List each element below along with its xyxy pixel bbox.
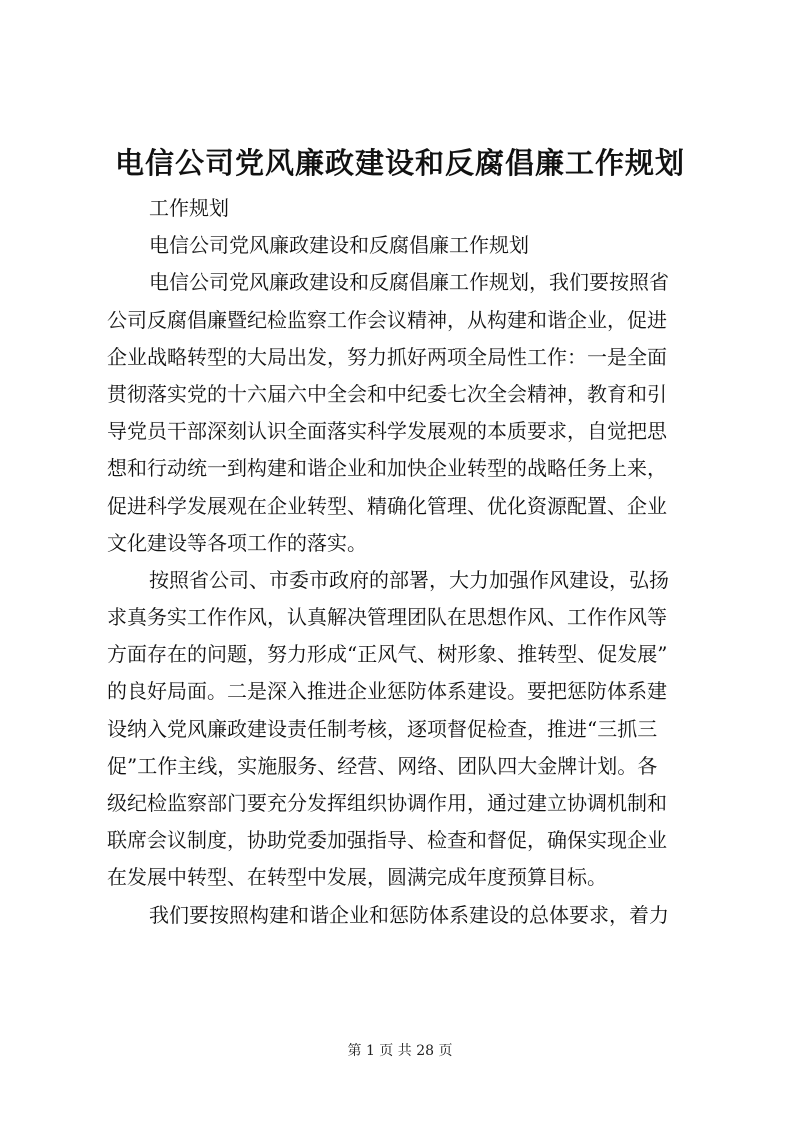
document-body: [107, 190, 707, 934]
text-line: 在发展中转型、在转型中发展，圆满完成年度预算目标。: [107, 865, 607, 890]
text-line: 导党员干部深刻认识全面落实科学发展观的本质要求，自觉把思: [107, 419, 667, 444]
text-line: 文化建设等各项工作的落实。: [107, 530, 367, 555]
text-line: 设纳入党风廉政建设责任制考核，逐项督促检查，推进“三抓三: [107, 716, 658, 741]
text-line: 公司反腐倡廉暨纪检监察工作会议精神，从构建和谐企业，促进: [107, 307, 667, 332]
text-line: 贯彻落实党的十六届六中全会和中纪委七次全会精神，教育和引: [107, 381, 667, 406]
page-number-footer: 第 1 页 共 28 页: [347, 1043, 453, 1059]
text-line: 求真务实工作作风，认真解决管理团队在思想作风、工作作风等: [107, 605, 667, 630]
text-line: 我们要按照构建和谐企业和惩防体系建设的总体要求，着力: [149, 902, 669, 927]
text-line: 的良好局面。二是深入推进企业惩防体系建设。要把惩防体系建: [107, 679, 667, 704]
text-line: 促进科学发展观在企业转型、精确化管理、优化资源配置、企业: [107, 493, 667, 518]
text-line: 联席会议制度，协助党委加强指导、检查和督促，确保实现企业: [107, 828, 667, 853]
document-title: 电信公司党风廉政建设和反腐倡廉工作规划: [114, 146, 685, 180]
text-line: 按照省公司、市委市政府的部署，大力加强作风建设，弘扬: [149, 567, 669, 592]
text-line: 想和行动统一到构建和谐企业和加快企业转型的战略任务上来，: [107, 456, 667, 481]
text-line: 级纪检监察部门要充分发挥组织协调作用，通过建立协调机制和: [107, 791, 667, 815]
text-line: 电信公司党风廉政建设和反腐倡廉工作规划，我们要按照省: [149, 270, 669, 295]
text-line: 促”工作主线，实施服务、经营、网络、团队四大金牌计划。各: [107, 753, 658, 778]
text-line: 电信公司党风廉政建设和反腐倡廉工作规划: [149, 233, 529, 258]
text-line: 企业战略转型的大局出发，努力抓好两项全局性工作：一是全面: [107, 344, 667, 369]
text-line: 工作规划: [149, 196, 229, 220]
text-line: 方面存在的问题，努力形成“正风气、树形象、推转型、促发展”: [107, 642, 668, 667]
